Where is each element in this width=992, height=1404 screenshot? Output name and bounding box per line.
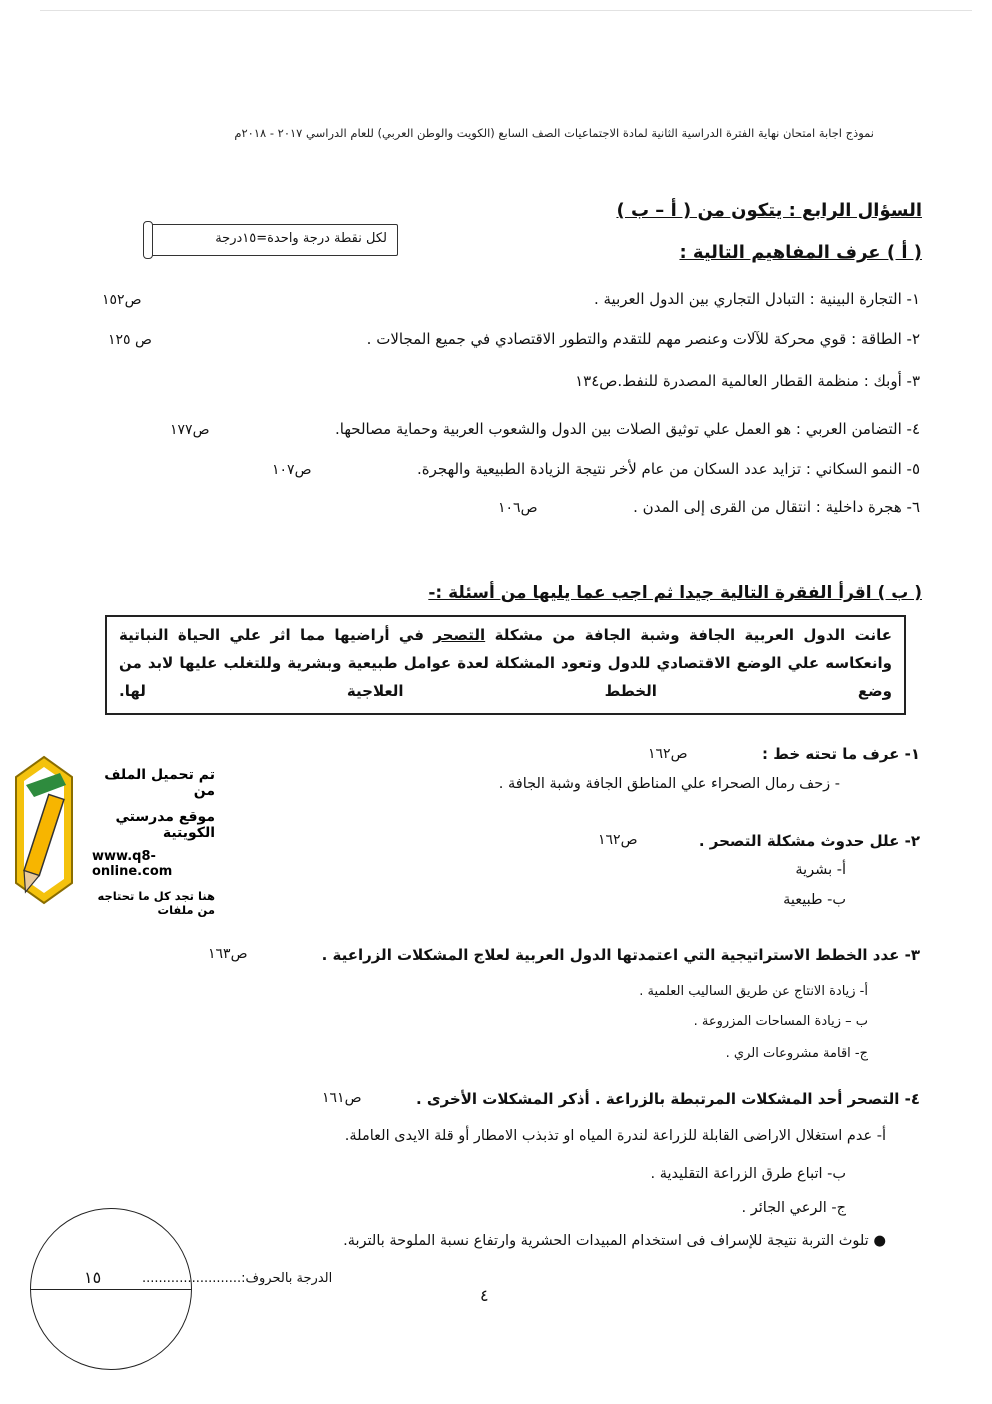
definition-1: ١- التجارة البينية : التبادل التجاري بين الدول العربية . — [593, 290, 920, 308]
b-page-ref-2: ص١٦٢ — [598, 832, 638, 848]
reading-paragraph — [105, 615, 906, 715]
b-page-ref-3: ص١٦٣ — [208, 946, 248, 962]
paragraph-after: في أراضيها مما اثر علي الحياة النباتية وانعكاسه علي الوضع الاقتصادي للدول وتعود المشكلة لعدة عوامل طبيعية وبشرية وللتغلب عليها لابد من وضع الخطط العلاجية لها. — [119, 626, 892, 700]
page-ref-6: ص١٠٦ — [498, 500, 538, 516]
definition-3: ٣- أوبك : منظمة القطار العالمية المصدرة للنفط.ص١٣٤ — [575, 372, 920, 390]
question-4-title: السؤال الرابع : يتكون من ( أ – ب ) — [616, 200, 922, 221]
score-note-scroll — [148, 224, 398, 256]
paragraph-before: عانت الدول العربية الجافة وشبة الجافة من مشكلة — [494, 626, 892, 644]
page-number: ٤ — [480, 1286, 489, 1305]
logo-line-2: موقع مدرستي الكويتية — [115, 809, 215, 841]
page-ref-5: ص١٠٧ — [272, 462, 312, 478]
b-question-1: ١- عرف ما تحته خط : — [762, 745, 920, 763]
definition-5: ٥- النمو السكاني : تزايد عدد السكان من عام لأخر نتيجة الزيادة الطبيعية والهجرة. — [416, 460, 920, 478]
b-page-ref-4: ص١٦١ — [322, 1090, 362, 1106]
score-note: لكل نقطة درجة واحدة=١٥درجة — [215, 231, 387, 246]
b-answer-3a: أ- زيادة الانتاج عن طريق الساليب العلمية . — [639, 984, 868, 999]
b-answer-2b: ب- طبيعية — [783, 892, 846, 908]
b-answer-4a: أ- عدم استغلال الاراضى القابلة للزراعة لندرة المياه او تذبذب الامطار أو قلة الايدى العاملة. — [344, 1128, 886, 1144]
b-answer-3c: ج- اقامة مشروعات الري . — [725, 1046, 868, 1061]
b-question-3: ٣- عدد الخطط الاستراتيجية التي اعتمدتها الدول العربية لعلاج المشكلات الزراعية . — [321, 946, 920, 964]
b-answer-1: - زحف رمال الصحراء علي المناطق الجافة وشبة الجافة . — [498, 776, 840, 792]
b-answer-4b: ب- اتباع طرق الزراعة التقليدية . — [650, 1166, 846, 1182]
b-answer-4d: ● تلوث التربة نتيجة للإسراف فى استخدام المبيدات الحشرية وارتفاع نسبة الملوحة بالتربة. — [343, 1233, 886, 1249]
pencil-hexagon-icon — [14, 755, 74, 905]
definition-6: ٦- هجرة داخلية : انتقال من القرى إلى المدن . — [633, 498, 920, 516]
part-b-title: ( ب ) اقرأ الفقرة التالية جيدا ثم اجب عما يليها من أسئلة :- — [428, 583, 922, 603]
b-answer-3b: ب – زيادة المساحات المزروعة . — [693, 1014, 868, 1029]
grade-value: ١٥ — [84, 1268, 102, 1287]
page-ref-4: ص١٧٧ — [170, 422, 210, 438]
top-rule — [40, 10, 972, 11]
part-a-title: ( أ ) عرف المفاهيم التالية : — [679, 242, 922, 263]
page-ref-1: ص١٥٢ — [102, 292, 142, 308]
exam-header: نموذج اجابة امتحان نهاية الفترة الدراسية الثانية لمادة الاجتماعيات الصف السابع (الكويت والوطن العربي) للعام الدراسي ٢٠١٧ - ٢٠١٨م — [234, 126, 874, 140]
logo-line-1: تم تحميل الملف من — [104, 767, 215, 799]
b-answer-2a: أ- بشرية — [795, 862, 846, 878]
definition-4: ٤- التضامن العربي : هو العمل علي توثيق الصلات بين الدول والشعوب العربية وحماية مصالحها. — [335, 420, 920, 438]
site-logo-watermark — [10, 743, 215, 923]
grade-in-words: الدرجة بالحروف:........................ — [142, 1271, 333, 1286]
b-question-4: ٤- التصحر أحد المشكلات المرتبطة بالزراعة . أذكر المشكلات الأخرى . — [415, 1090, 920, 1108]
logo-website: www.q8-online.com — [92, 849, 173, 879]
b-page-ref-1: ص١٦٢ — [648, 746, 688, 762]
paragraph-underlined-term: التصحر — [433, 626, 486, 644]
b-answer-4c: ج- الرعي الجائر . — [741, 1200, 846, 1216]
definition-2: ٢- الطاقة : قوي محركة للآلات وعنصر مهم للتقدم والتطور الاقتصادي في جميع المجالات . — [366, 330, 920, 348]
b-question-2: ٢- علل حدوث مشكلة التصحر . — [698, 832, 920, 850]
grade-circle — [30, 1208, 192, 1370]
bullet-icon: ● — [868, 1233, 886, 1249]
page-ref-2: ص ١٢٥ — [108, 332, 152, 348]
logo-line-4: هنا تجد كل ما تحتاجه من ملفات — [97, 889, 215, 917]
